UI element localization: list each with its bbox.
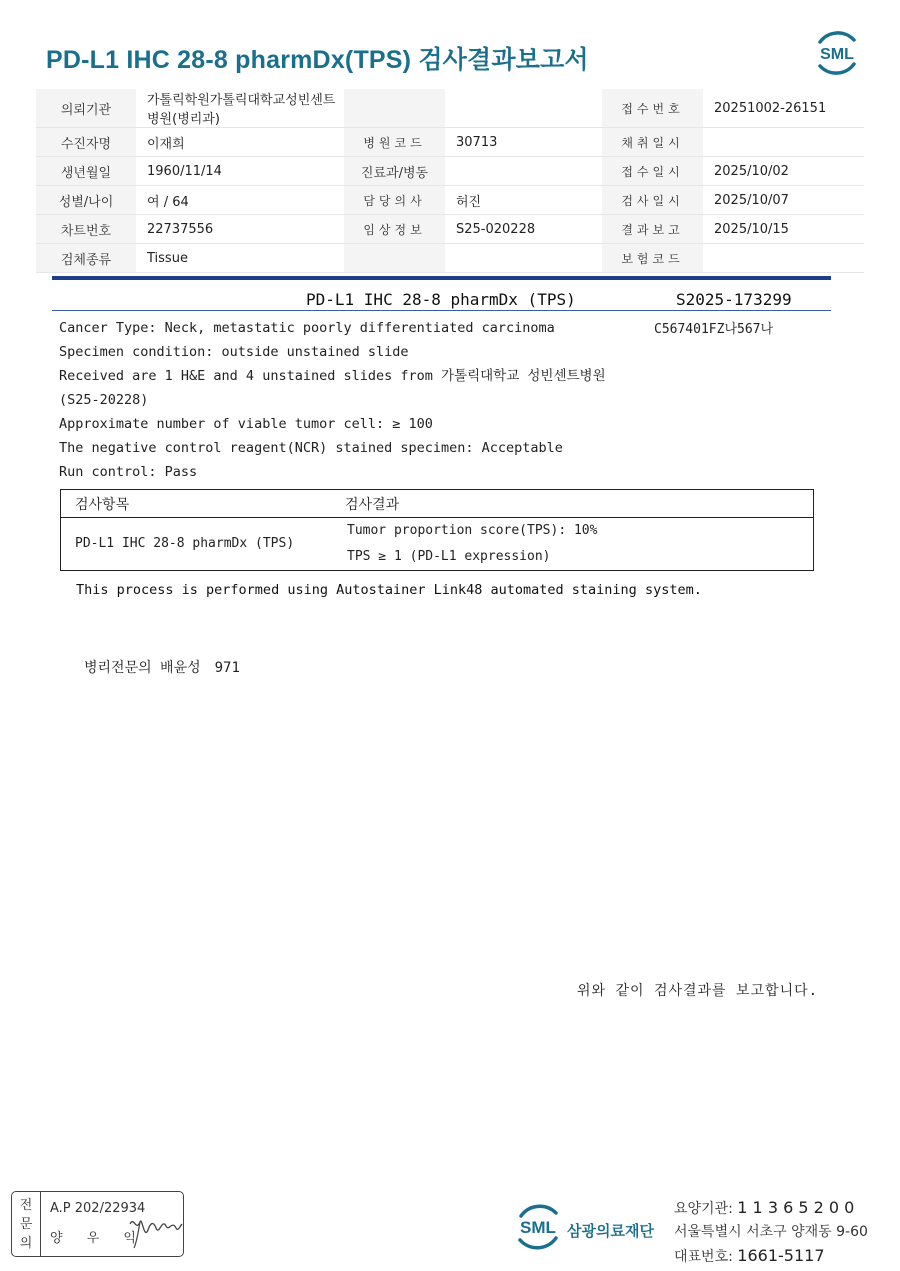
- pathologist-name: 병리전문의 배윤성: [84, 660, 201, 676]
- info-label: 수진자명: [36, 128, 136, 157]
- info-label: 임상정보: [344, 215, 445, 244]
- result-table-header: [61, 490, 813, 518]
- info-label: [344, 89, 445, 128]
- info-label: 생년월일: [36, 157, 136, 186]
- info-row: [36, 186, 864, 215]
- specialist-stamp: [11, 1191, 184, 1257]
- info-value: 여 / 64: [136, 186, 344, 215]
- info-value: 2025/10/07: [703, 186, 864, 215]
- section-divider-thin: [52, 310, 831, 311]
- sml-footer-logo-icon: [512, 1200, 564, 1252]
- info-value: [703, 128, 864, 157]
- info-label: 병원코드: [344, 128, 445, 157]
- patient-info-table: [36, 89, 864, 273]
- info-label: 차트번호: [36, 215, 136, 244]
- report-line: (S25-20228): [59, 392, 149, 408]
- info-label: 진료과/병동: [344, 157, 445, 186]
- info-label: 검체종류: [36, 244, 136, 273]
- report-number: S2025-173299: [676, 290, 792, 309]
- report-line: Approximate number of viable tumor cell: ≥ 100: [59, 416, 433, 432]
- process-note: This process is performed using Autostainer Link48 automated staining system.: [76, 582, 702, 598]
- stamp-name: 양 우 익: [50, 1231, 146, 1246]
- result-table: [60, 489, 814, 571]
- column-header-item: 검사항목: [75, 497, 130, 513]
- info-label: 검사일시: [602, 186, 703, 215]
- footer-info: [674, 1196, 868, 1269]
- result-item: PD-L1 IHC 28-8 pharmDx (TPS): [75, 536, 295, 551]
- institution-label: 요양기관:: [674, 1201, 733, 1217]
- info-row: [36, 157, 864, 186]
- info-label: 의뢰기관: [36, 89, 136, 128]
- footer-logo-text: SML: [520, 1218, 556, 1237]
- info-value: 1960/11/14: [136, 157, 344, 186]
- info-value: Tissue: [136, 244, 344, 273]
- phone-label: 대표번호:: [674, 1249, 733, 1265]
- test-title: PD-L1 IHC 28-8 pharmDx (TPS): [306, 290, 576, 309]
- section-divider: [52, 276, 831, 280]
- info-value: 2025/10/02: [703, 157, 864, 186]
- closing-statement: 위와 같이 검사결과를 보고합니다.: [577, 983, 819, 999]
- sml-logo-icon: [812, 28, 862, 78]
- info-value: [445, 244, 602, 273]
- info-value: 2025/10/15: [703, 215, 864, 244]
- report-body: [59, 316, 606, 484]
- report-line: Received are 1 H&E and 4 unstained slides from 가톨릭대학교 성빈센트병원: [59, 368, 606, 384]
- info-label: 접수번호: [602, 89, 703, 128]
- specimen-code: C567401FZ나567나: [654, 322, 774, 337]
- stamp-side-char: 전: [19, 1198, 33, 1213]
- info-row: [36, 89, 864, 128]
- info-label: 담당의사: [344, 186, 445, 215]
- info-value: [445, 89, 602, 128]
- info-label: 결과보고: [602, 215, 703, 244]
- stamp-side-char: 의: [19, 1236, 33, 1251]
- report-line: Run control: Pass: [59, 464, 198, 480]
- info-label: 성별/나이: [36, 186, 136, 215]
- info-value: 20251002-26151: [703, 89, 864, 128]
- address: 서울특별시 서초구 양재동 9-60: [674, 1224, 868, 1240]
- info-row: [36, 244, 864, 273]
- result-tps-score: Tumor proportion score(TPS): 10%: [347, 523, 598, 538]
- institution-code: 1 1 3 6 5 2 0 0: [737, 1198, 855, 1217]
- report-line: Specimen condition: outside unstained slide: [59, 344, 409, 360]
- info-value: 가톨릭학원가톨릭대학교성빈센트병원(병리과): [136, 89, 344, 128]
- stamp-side-label: [12, 1192, 41, 1256]
- info-label: 채취일시: [602, 128, 703, 157]
- column-header-result: 검사결과: [345, 497, 400, 513]
- phone-number: 1661-5117: [737, 1246, 825, 1265]
- signature-icon: [126, 1210, 184, 1250]
- info-label: 접수일시: [602, 157, 703, 186]
- foundation-name: 삼광의료재단: [567, 1222, 654, 1240]
- info-value: 허진: [445, 186, 602, 215]
- info-label: 보험코드: [602, 244, 703, 273]
- info-label: [344, 244, 445, 273]
- pathologist-number: 971: [214, 660, 240, 676]
- info-value: S25-020228: [445, 215, 602, 244]
- info-row: [36, 215, 864, 244]
- report-line: Cancer Type: Neck, metastatic poorly differentiated carcinoma: [59, 320, 555, 336]
- info-row: [36, 128, 864, 157]
- report-line: The negative control reagent(NCR) stained specimen: Acceptable: [59, 440, 563, 456]
- info-value: 22737556: [136, 215, 344, 244]
- stamp-side-char: 문: [19, 1217, 33, 1232]
- info-value: [703, 244, 864, 273]
- info-value: 이재희: [136, 128, 344, 157]
- stamp-license: A.P 202/22934: [50, 1201, 146, 1216]
- info-value: 30713: [445, 128, 602, 157]
- pathologist: [84, 657, 254, 677]
- report-title: PD-L1 IHC 28-8 pharmDx(TPS) 검사결과보고서: [46, 46, 589, 74]
- info-value: [445, 157, 602, 186]
- result-interpretation: TPS ≥ 1 (PD-L1 expression): [347, 549, 551, 564]
- logo-text: SML: [820, 46, 854, 63]
